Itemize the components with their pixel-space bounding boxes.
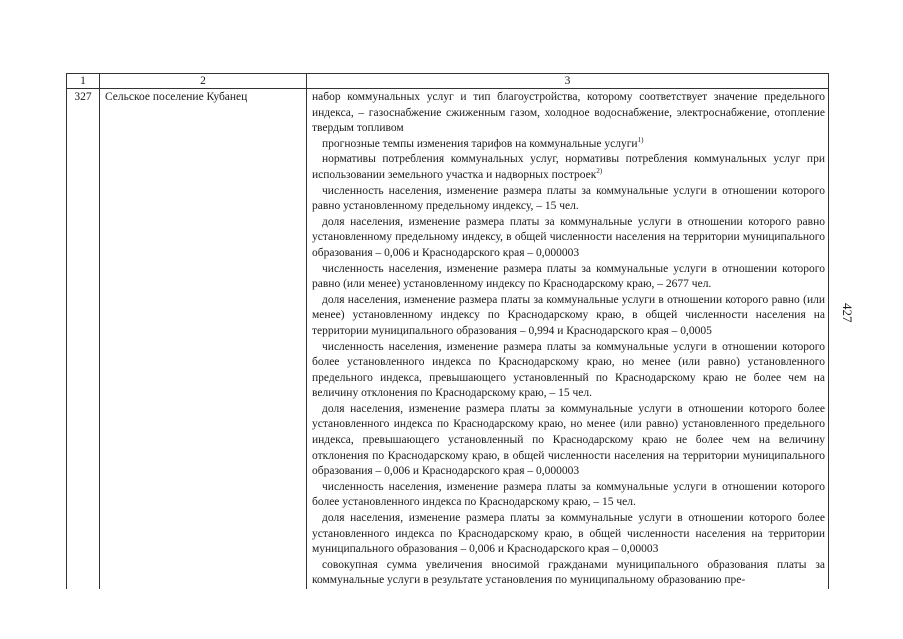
indicator-paragraph: прогнозные темпы изменения тарифов на коммунальные услуги$^{1)}$: [322, 135, 644, 150]
column-header-1: 1: [67, 74, 100, 89]
indicator-paragraph: численность населения, изменение размера платы за коммунальные услуги в отношении которого равно установленному предельному индексу, – 15 чел.: [312, 184, 825, 213]
column-header-2: 2: [100, 74, 307, 89]
indicator-paragraph: доля населения, изменение размера платы за коммунальные услуги в отношении которого равно (или менее) установленному индексу по Краснодарскому краю, в общей численности населения на территории муниципального образования – 0,994 и Краснодарского края – 0,0005: [312, 293, 825, 337]
indicator-paragraph: доля населения, изменение размера платы за коммунальные услуги в отношении которого более установленного индекса по Краснодарскому краю, но менее (или равно) установленного предельного индекса, превышающего установленный по Краснодарскому краю не более чем на величину отклонения по Краснодарскому краю, в общей численности населения на территории муниципального образования – 0,006 и Краснодарского края – 0,000003: [312, 402, 825, 478]
settlement-name: Сельское поселение Кубанец: [100, 89, 307, 590]
indicator-paragraph: нормативы потребления коммунальных услуг, нормативы потребления коммунальных услуг при использовании земельного участка и надворных построек$^{2)}$: [312, 153, 825, 181]
column-header-3: 3: [307, 74, 829, 89]
page-number: 427: [840, 303, 855, 323]
indicator-paragraph: доля населения, изменение размера платы за коммунальные услуги в отношении которого более установленного индекса по Краснодарскому краю, в общей численности населения на территории муниципального образования – 0,006 и Краснодарского края – 0,00003: [312, 512, 825, 556]
indicator-description-cell: [307, 89, 829, 590]
footnote-marker: 2): [596, 167, 603, 176]
footnote-marker: 1): [637, 135, 644, 144]
table-row: [67, 89, 829, 590]
tariff-table: [66, 73, 829, 589]
indicator-paragraph: доля населения, изменение размера платы за коммунальные услуги в отношении которого равно установленному предельному индексу, в общей численности населения на территории муниципального образования – 0,006 и Краснодарского края – 0,000003: [312, 215, 825, 259]
indicator-paragraph: численность населения, изменение размера платы за коммунальные услуги в отношении которого равно (или менее) установленному индексу по Краснодарскому краю, – 2677 чел.: [312, 262, 825, 291]
row-number: 327: [67, 89, 100, 590]
table-header-row: [67, 74, 829, 89]
indicator-paragraph: численность населения, изменение размера платы за коммунальные услуги в отношении которого более установленного индекса по Краснодарскому краю, – 15 чел.: [312, 480, 825, 509]
indicator-paragraph: набор коммунальных услуг и тип благоустройства, которому соответствует значение предельного индекса, – газоснабжение сжиженным газом, холодное водоснабжение, электроснабжение, отопление твердым топливом: [312, 91, 825, 135]
indicator-paragraph: совокупная сумма увеличения вносимой гражданами муниципального образования платы за коммунальные услуги в результате установления по муниципальному образованию пре-: [312, 558, 825, 587]
indicator-paragraph: численность населения, изменение размера платы за коммунальные услуги в отношении которого более установленного индекса по Краснодарскому краю, но менее (или равно) установленного предельного индекса, превышающего установленный по Краснодарскому краю не более чем на величину отклонения по Краснодарскому краю, – 15 чел.: [312, 340, 825, 400]
